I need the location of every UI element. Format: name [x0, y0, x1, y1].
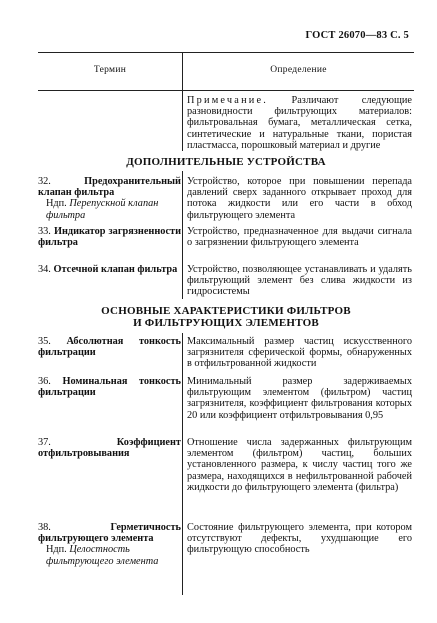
term-text: Индикатор загрязненности фильтра	[38, 226, 182, 249]
term-entry	[38, 437, 181, 459]
section-title-line: ОСНОВНЫЕ ХАРАКТЕРИСТИКИ ФИЛЬТРОВ	[101, 305, 351, 317]
alt-term: Перепускной клапан фильтра	[46, 198, 159, 221]
page-header: ГОСТ 26070—83 С. 5	[305, 30, 409, 41]
definition-text: Минимальный размер задерживаемых фильтрующим элементом (фильтром) частиц загрязнителя, коэффициент фильтрования которых 20 или коэффициент отфильтровывания 0,95	[187, 376, 412, 421]
note-paragraph	[187, 95, 412, 151]
term-entry	[38, 264, 181, 275]
term-text: Номинальная тонкость фильтрации	[38, 376, 181, 399]
entry-number: 33.	[38, 226, 51, 237]
section-title-line: И ФИЛЬТРУЮЩИХ ЭЛЕМЕНТОВ	[133, 317, 319, 329]
term-text: Предохранительный клапан фильтра	[38, 176, 181, 199]
alt-label: Ндп.	[46, 198, 67, 210]
section-title: ДОПОЛНИТЕЛЬНЫЕ УСТРОЙСТВА	[126, 156, 326, 168]
definition-text: Устройство, позволяющее устанавливать и удалять фильтрующий элемент без слива жидкости из гидросистемы	[187, 264, 412, 298]
term-text: Герметичность фильтрующего элемента	[38, 522, 181, 545]
column-divider	[182, 171, 183, 299]
column-divider	[182, 89, 183, 151]
term-entry	[38, 176, 181, 221]
table-header	[38, 52, 414, 91]
definition-column-header: Определение	[270, 65, 327, 75]
term-entry	[38, 522, 181, 567]
term-text: Абсолютная тонкость фильтрации	[38, 336, 181, 359]
term-column-header: Термин	[93, 65, 127, 75]
column-divider	[182, 333, 183, 595]
definition-text: Отношение числа задержанных фильтрующим элементом (фильтром) частиц, больших установленного размера, к числу частиц того же размера, находящихся в нефильтрованной рабочей жидкости до фильтрующего элемента (фильтра)	[187, 437, 412, 493]
term-entry	[38, 336, 181, 358]
entry-number: 35.	[38, 336, 51, 347]
entry-number: 36.	[38, 376, 51, 387]
alt-label: Ндп.	[46, 544, 67, 556]
alt-term: Целостность фильтрующего элемента	[46, 544, 159, 567]
note-text: Различают следующие разновидности фильтрующих материалов: фильтровальная бумага, металлическая сетка, синтетические и натуральные ткани, пористая пластмасса, порошковый материал и другие	[187, 95, 412, 151]
term-entry	[38, 376, 181, 398]
term-entry	[38, 226, 181, 248]
term-text: Коэффициент отфильтровывания	[38, 437, 181, 460]
definition-text: Устройство, которое при повышении перепада давлений сверх заданного открывает проход для потока жидкости или его части в обход фильтрующего элемента	[187, 176, 412, 221]
entry-number: 32.	[38, 176, 51, 187]
entry-number: 38.	[38, 522, 51, 533]
section-title	[38, 305, 414, 329]
term-text: Отсечной клапан фильтра	[53, 264, 178, 275]
note-label: Примечание.	[187, 95, 269, 106]
entry-number: 37.	[38, 437, 51, 448]
definition-text: Устройство, предназначенное для выдачи сигнала о загрязнении фильтрующего элемента	[187, 226, 412, 249]
definition-text: Максимальный размер частиц искусственного загрязнителя сферической формы, обнаруженных в отфильтрованной жидкости	[187, 336, 412, 370]
definition-text: Состояние фильтрующего элемента, при котором отсутствуют дефекты, ухудшающие его фильтрующую способность	[187, 522, 412, 556]
entry-number: 34.	[38, 264, 51, 275]
